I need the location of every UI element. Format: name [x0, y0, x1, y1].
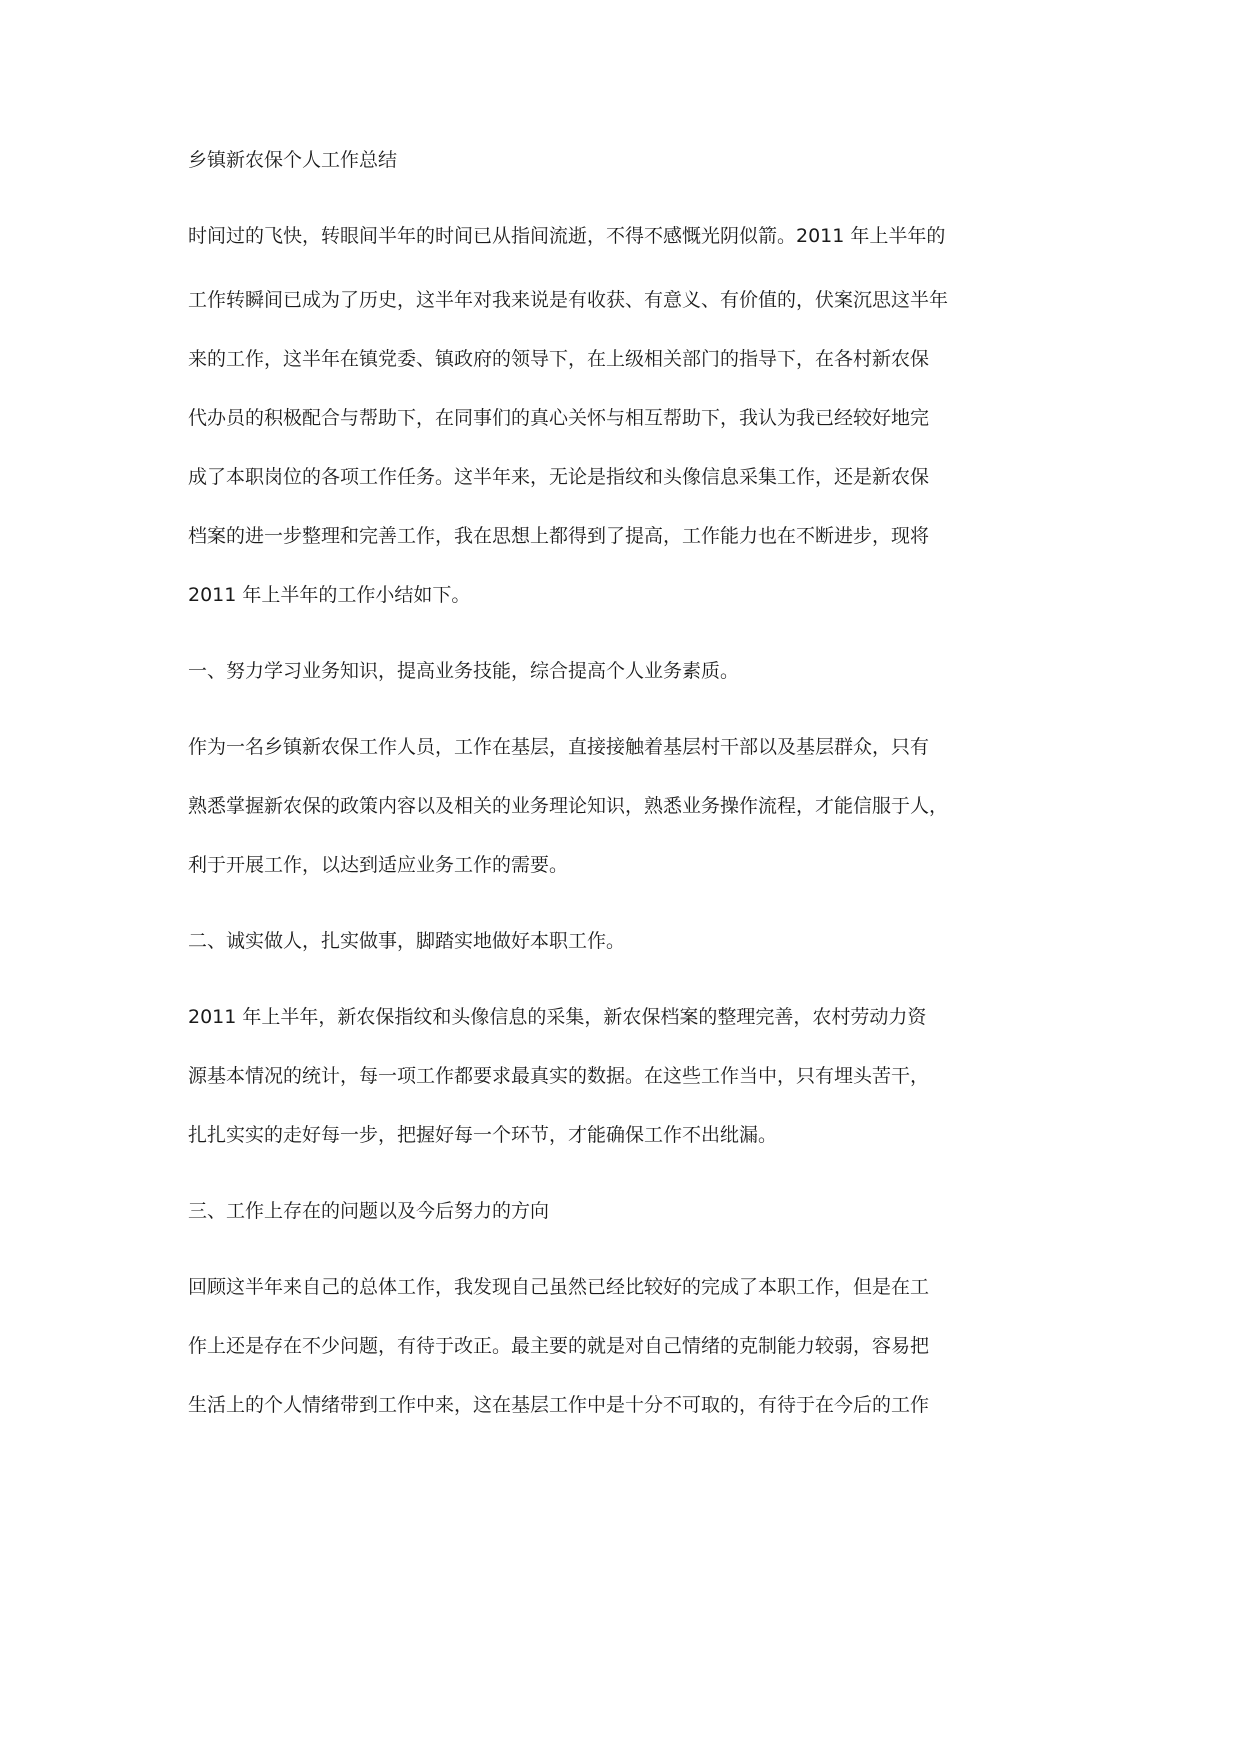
- paragraph-1-line-2: 工作转瞬间已成为了历史，这半年对我来说是有收获、有意义、有价值的，伏案沉思这半年: [188, 289, 949, 311]
- paragraph-3-line-2: 源基本情况的统计，每一项工作都要求最真实的数据。在这些工作当中，只有埋头苦干，: [188, 1065, 930, 1087]
- paragraph-1-line-1: 时间过的飞快，转眼间半年的时间已从指间流逝，不得不感慨光阴似箭。2011 年上半年的: [188, 225, 946, 247]
- paragraph-2-line-3: 利于开展工作，以达到适应业务工作的需要。: [188, 854, 569, 876]
- section-heading-1: 一、努力学习业务知识，提高业务技能，综合提高个人业务素质。: [188, 660, 740, 682]
- paragraph-1-line-3: 来的工作，这半年在镇党委、镇政府的领导下，在上级相关部门的指导下，在各村新农保: [188, 348, 930, 370]
- paragraph-3-line-3: 扎扎实实的走好每一步，把握好每一个环节，才能确保工作不出纰漏。: [188, 1124, 778, 1146]
- paragraph-1-line-4: 代办员的积极配合与帮助下，在同事们的真心关怀与相互帮助下，我认为我已经较好地完: [188, 407, 930, 429]
- section-heading-2: 二、诚实做人，扎实做事，脚踏实地做好本职工作。: [188, 930, 626, 952]
- paragraph-2-line-1: 作为一名乡镇新农保工作人员，工作在基层，直接接触着基层村干部以及基层群众，只有: [188, 736, 930, 758]
- section-heading-3: 三、工作上存在的问题以及今后努力的方向: [188, 1200, 550, 1222]
- paragraph-1-line-6: 档案的进一步整理和完善工作，我在思想上都得到了提高，工作能力也在不断进步，现将: [188, 525, 930, 547]
- paragraph-2-line-2: 熟悉掌握新农保的政策内容以及相关的业务理论知识，熟悉业务操作流程，才能信服于人，: [188, 795, 949, 817]
- paragraph-3-line-1: 2011 年上半年，新农保指纹和头像信息的采集，新农保档案的整理完善，农村劳动力资: [188, 1006, 927, 1028]
- paragraph-4-line-3: 生活上的个人情绪带到工作中来，这在基层工作中是十分不可取的，有待于在今后的工作: [188, 1394, 930, 1416]
- paragraph-1-line-5: 成了本职岗位的各项工作任务。这半年来，无论是指纹和头像信息采集工作，还是新农保: [188, 466, 930, 488]
- document-title: 乡镇新农保个人工作总结: [188, 149, 398, 171]
- paragraph-4-line-1: 回顾这半年来自己的总体工作，我发现自己虽然已经比较好的完成了本职工作，但是在工: [188, 1276, 930, 1298]
- paragraph-4-line-2: 作上还是存在不少问题，有待于改正。最主要的就是对自己情绪的克制能力较弱，容易把: [188, 1335, 930, 1357]
- paragraph-1-line-7: 2011 年上半年的工作小结如下。: [188, 584, 471, 606]
